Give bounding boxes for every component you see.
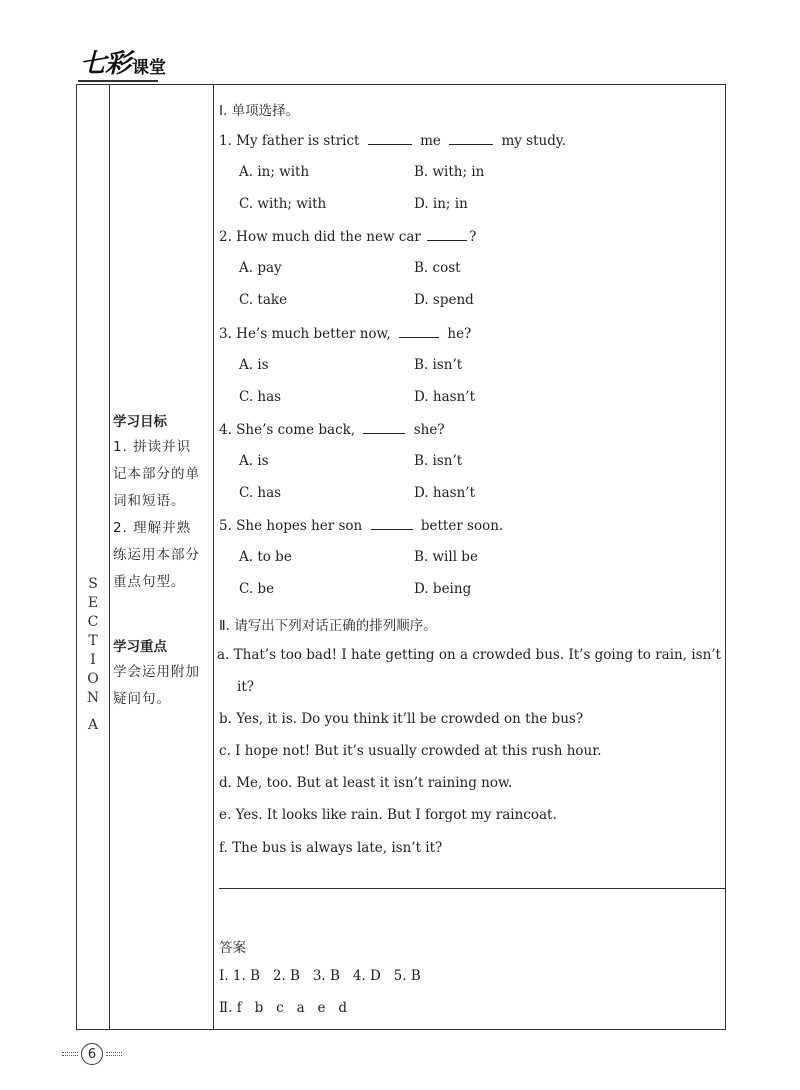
column-divider [213,85,214,1029]
dialogue-line: a. That’s too bad! I hate getting on a crowded bus. It’s going to rain, isn’t [217,647,721,663]
section-letter: N [86,690,100,706]
question-text: 3. He’s much better now, [219,326,391,342]
option: D. hasn’t [414,485,476,501]
part2-heading: Ⅱ. 请写出下列对话正确的排列顺序。 [219,618,437,634]
question-text: 5. She hopes her son [219,518,363,534]
worksheet-frame [76,84,726,1030]
option: D. being [414,581,472,597]
answer-blank [449,132,493,145]
question-text: better soon. [420,518,504,534]
page-number-ornament [62,1052,78,1056]
goals-line: 练运用本部分 [113,547,200,563]
option: D. in; in [414,196,468,212]
answer-blank [399,325,439,338]
option: C. has [239,389,282,405]
answer-blank [427,228,467,241]
goals-line: 记本部分的单 [113,466,200,482]
option: A. to be [239,549,292,565]
question-text: ? [469,229,477,245]
focus-line: 学会运用附加 [113,664,200,680]
question-text: 4. She’s come back, [219,422,356,438]
page-number-value: 6 [81,1043,103,1065]
page-number [62,1043,122,1065]
option: D. hasn’t [414,389,476,405]
brand-main: 七彩 [80,49,131,79]
option: A. is [239,357,269,373]
goals-line: 2. 理解并熟 [113,520,192,536]
dialogue-line: it? [237,679,254,695]
section-letter: S [88,576,98,592]
question-text: 1. My father is strict [219,133,360,149]
dialogue-line: d. Me, too. But at least it isn’t raining now. [219,775,513,791]
option: B. isn’t [414,453,463,469]
answers-heading: 答案 [219,940,246,956]
dialogue-line: f. The bus is always late, isn’t it? [219,840,443,856]
section-letter: T [88,633,98,649]
question-5 [219,517,503,534]
question-2 [219,228,476,245]
learning-goals [113,410,211,596]
brand-logo [80,48,166,80]
option: C. be [239,581,275,597]
dialogue-line: c. I hope not! But it’s usually crowded at this rush hour. [219,743,602,759]
option: B. cost [414,260,461,276]
logo-underline [78,80,158,82]
answer-rule [219,888,725,889]
column-divider [109,85,110,1029]
option: B. isn’t [414,357,463,373]
dialogue-line: b. Yes, it is. Do you think it’ll be crowded on the bus? [219,711,584,727]
section-letter: E [87,595,99,611]
section-letter: C [87,614,99,630]
option: A. pay [239,260,282,276]
page-number-ornament [106,1052,122,1056]
option: C. has [239,485,282,501]
answer-blank [368,132,412,145]
focus-heading: 学习重点 [113,639,167,655]
goals-line: 词和短语。 [113,493,186,509]
section-letter: A [87,717,99,733]
dialogue-line: e. Yes. It looks like rain. But I forgot my raincoat. [219,807,557,823]
question-1 [219,132,566,149]
section-label [77,575,109,735]
question-text: me [420,133,441,149]
option: A. is [239,453,269,469]
learning-focus [113,635,211,713]
question-text: my study. [501,133,566,149]
goals-line: 1. 拼读并识 [113,439,192,455]
brand-sub: 课堂 [132,58,167,78]
section-letter: I [90,652,96,668]
question-text: she? [413,422,445,438]
option: B. will be [414,549,478,565]
focus-line: 疑问句。 [113,691,171,707]
goals-line: 重点句型。 [113,574,186,590]
section-letter: O [87,671,99,687]
question-text: he? [447,326,472,342]
option: D. spend [414,292,474,308]
question-4 [219,421,445,438]
section-letter [77,708,109,716]
question-3 [219,325,471,342]
option: C. take [239,292,288,308]
answers-part1: Ⅰ. 1. B 2. B 3. B 4. D 5. B [219,968,421,984]
part1-heading: Ⅰ. 单项选择。 [219,103,300,119]
answer-blank [363,421,405,434]
option: A. in; with [239,164,310,180]
question-text: 2. How much did the new car [219,229,421,245]
answers-part2: Ⅱ. f b c a e d [219,1000,348,1016]
option: C. with; with [239,196,327,212]
goals-heading: 学习目标 [113,414,167,430]
answer-blank [371,517,413,530]
option: B. with; in [414,164,485,180]
